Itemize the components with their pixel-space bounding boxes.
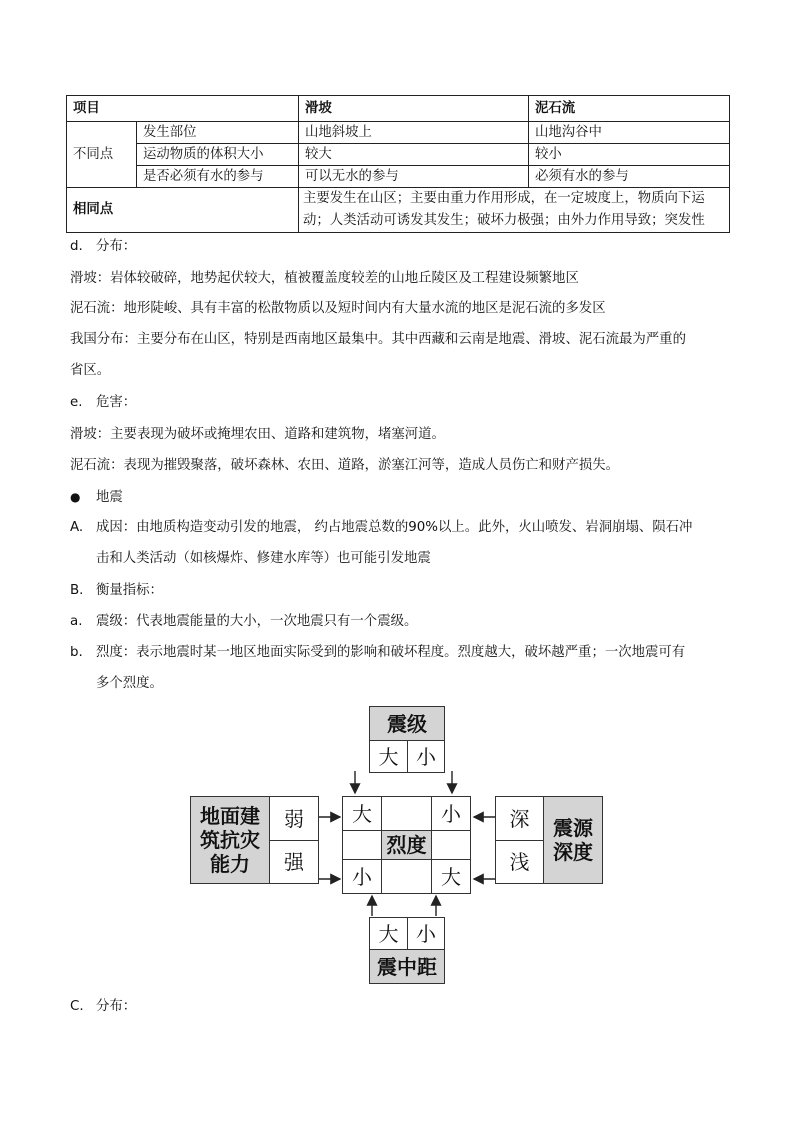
- china-distribution-line-2: 省区。: [70, 363, 111, 378]
- china-distribution-line-1: 我国分布：主要分布在山区，特别是西南地区最集中。其中西藏和云南是地震、滑坡、泥石流最为严重的: [70, 332, 686, 347]
- depth-line-1: 震源: [553, 816, 593, 840]
- magnitude-box: 震级: [369, 706, 445, 741]
- landslide-harm: 滑坡：主要表现为破坏或掩埋农田、道路和建筑物，堵塞河道。: [70, 427, 445, 442]
- depth-deep: 深: [495, 796, 544, 841]
- row-debris-value: 较小: [529, 144, 730, 166]
- row-landslide-value: 可以无水的参与: [299, 166, 529, 188]
- intensity-top-left: 大: [342, 796, 382, 831]
- section-e-label: e.: [70, 395, 83, 410]
- row-aspect: 发生部位: [137, 122, 299, 144]
- landslide-distribution: 滑坡：岩体较破碎，地势起伏较大，植被覆盖度较差的山地丘陵区及工程建设频繁地区: [70, 271, 579, 286]
- building-line-2: 筑抗灾: [200, 828, 260, 852]
- section-d-label: d.: [70, 239, 83, 254]
- section-e-title: 危害：: [96, 395, 137, 410]
- intensity-bottom-left: 小: [342, 859, 382, 894]
- intensity-bottom-right: 大: [431, 859, 471, 894]
- depth-line-2: 深度: [553, 840, 593, 864]
- building-line-1: 地面建: [200, 804, 260, 828]
- intensity-top-right: 小: [431, 796, 471, 831]
- section-C-title: 分布：: [96, 999, 137, 1014]
- row-aspect: 是否必须有水的参与: [137, 166, 299, 188]
- same-label: 相同点: [67, 188, 299, 233]
- building-weak: 弱: [269, 796, 319, 841]
- row-landslide-value: 山地斜坡上: [299, 122, 529, 144]
- building-resistance-box: [190, 796, 270, 884]
- diff-group-label: 不同点: [67, 122, 137, 188]
- cause-text-1: 成因：由地质构造变动引发的地震， 约占地震总数的90%以上。此外，火山喷发、岩洞崩塌、陨石冲: [96, 520, 693, 535]
- debris-flow-harm: 泥石流：表现为摧毁聚落，破坏森林、农田、道路，淤塞江河等，造成人员伤亡和财产损失。: [70, 458, 620, 473]
- row-landslide-value: 较大: [299, 144, 529, 166]
- section-d-title: 分布：: [96, 239, 137, 254]
- earthquake-title: 地震: [96, 490, 123, 505]
- depth-shallow: 浅: [495, 840, 544, 884]
- distance-small: 小: [407, 917, 445, 950]
- row-aspect: 运动物质的体积大小: [137, 144, 299, 166]
- table-header-debris-flow: 泥石流: [529, 96, 730, 122]
- intensity-mid-right: [431, 830, 471, 860]
- row-debris-value: 山地沟谷中: [529, 122, 730, 144]
- bullet-icon: ●: [70, 490, 81, 504]
- same-text-line-2: 动；人类活动可诱发其发生；破坏力极强；由外力作用导致；突发性: [303, 213, 705, 228]
- section-A-label: A.: [70, 520, 84, 535]
- distance-big: 大: [369, 917, 408, 950]
- intensity-mid-left: [342, 830, 382, 860]
- intensity-top-mid: [381, 796, 432, 831]
- item-a-text: 震级：代表地震能量的大小，一次地震只有一个震级。: [96, 614, 418, 629]
- item-b-label: b.: [70, 645, 83, 660]
- intensity-center: 烈度: [381, 830, 432, 860]
- magnitude-small: 小: [407, 740, 445, 773]
- building-strong: 强: [269, 840, 319, 884]
- item-b-text-1: 烈度：表示地震时某一地区地面实际受到的影响和破坏程度。烈度越大，破坏越严重；一次地震可有: [96, 645, 686, 660]
- table-header-landslide: 滑坡: [299, 96, 529, 122]
- section-C-label: C.: [70, 999, 84, 1014]
- intensity-bottom-mid: [381, 859, 432, 894]
- item-a-label: a.: [70, 614, 83, 629]
- intensity-definition-line-2: 多个烈度。: [96, 676, 163, 691]
- focal-depth-box: [543, 796, 603, 884]
- magnitude-big: 大: [369, 740, 408, 773]
- section-B-label: B.: [70, 583, 84, 598]
- table-header-item: 项目: [67, 96, 299, 122]
- debris-flow-distribution: 泥石流：地形陡峻、具有丰富的松散物质以及短时间内有大量水流的地区是泥石流的多发区: [70, 301, 606, 316]
- epicentral-distance-box: 震中距: [369, 949, 445, 984]
- section-B-title: 衡量指标：: [96, 583, 163, 598]
- same-text-line-1: 主要发生在山区；主要由重力作用形成，在一定坡度上，物质向下运: [303, 191, 705, 206]
- section-C-heading: [70, 997, 136, 1017]
- cause-line-2: 击和人类活动（如核爆炸、修建水库等）也可能引发地震: [96, 551, 431, 566]
- building-line-3: 能力: [210, 852, 250, 876]
- row-debris-value: 必须有水的参与: [529, 166, 730, 188]
